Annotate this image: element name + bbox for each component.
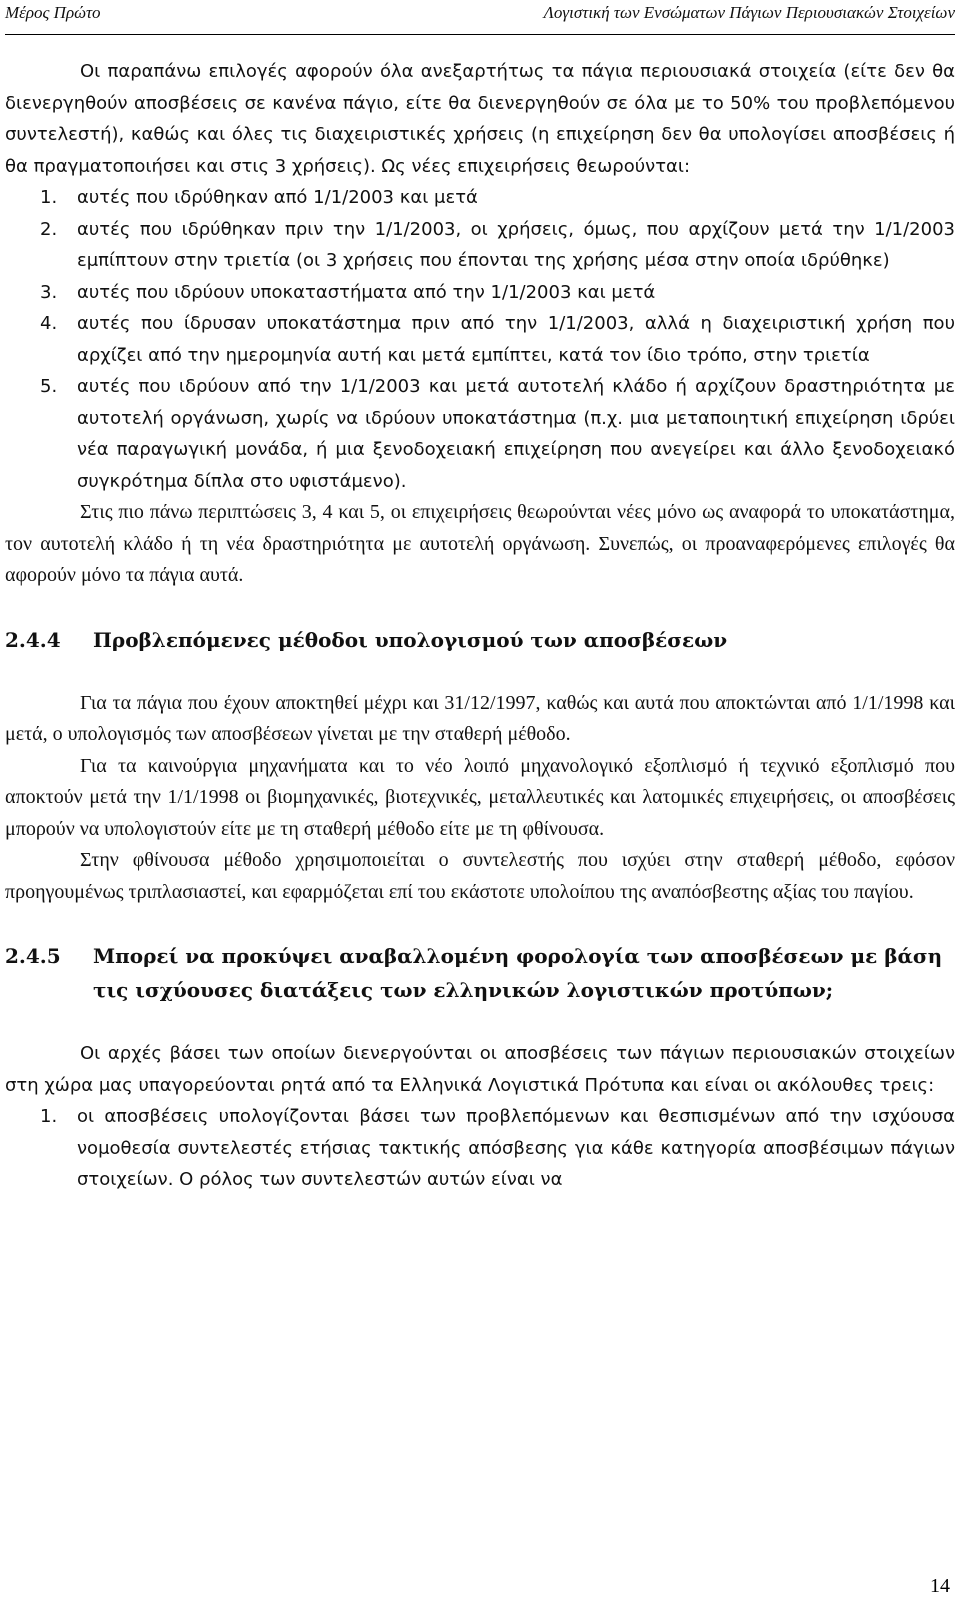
list-item: 5. αυτές που ιδρύουν από την 1/1/2003 και μετά αυτοτελή κλάδο ή αρχίζουν δραστηριότητα με αυτοτελή οργάνωση, χωρίς να ιδρύουν υποκατάστημα (π.χ. μια μεταποιητική επιχείρηση ιδρύει νέα παραγωγική μονάδα, ή μια ξενοδοχειακή επιχείρηση που ανεγείρει και άλλο ξενοδοχειακό συγκρότημα δίπλα στο υφιστάμενο). xyxy=(40,376,955,492)
section-245-paragraph: Οι αρχές βάσει των οποίων διενεργούνται οι αποσβέσεις των πάγιων περιουσιακών στοιχείων στη χώρα μας υπαγορεύονται ρητά από τα Ελληνικά Λογιστικά Πρότυπα και είναι οι ακόλουθες τρεις: xyxy=(5,1043,955,1096)
section-heading-2-4-4: 2.4.4 Προβλεπόμενες μέθοδοι υπολογισμού των αποσβέσεων xyxy=(5,627,728,652)
section-244-paragraph: Για τα πάγια που έχουν αποκτηθεί μέχρι και 31/12/1997, καθώς και αυτά που αποκτώνται από 1/1/1998 και μετά, ο υπολογισμός των αποσβέσεων γίνεται με την σταθερή μέθοδο. xyxy=(5,691,955,745)
list-item: 1. αυτές που ιδρύθηκαν από 1/1/2003 και μετά xyxy=(40,187,478,208)
header-chapter-title: Λογιστική των Ενσώματων Πάγιων Περιουσιακών Στοιχείων xyxy=(543,3,955,22)
section-244-paragraph: Για τα καινούργια μηχανήματα και το νέο λοιπό μηχανολογικό εξοπλισμό ή τεχνικό εξοπλισμό που αποκτούν μετά την 1/1/1998 οι βιομηχανικές, βιοτεχνικές, μεταλλευτικές και λατομικές επιχειρήσεις, οι αποσβέσεις μπορούν να υπολογιστούν είτε με τη σταθερή μέθοδο είτε με τη φθίνουσα. xyxy=(5,754,955,840)
new-businesses-list xyxy=(5,182,955,497)
page-header xyxy=(5,0,955,35)
list-item: 2. αυτές που ιδρύθηκαν πριν την 1/1/2003, οι χρήσεις, όμως, που αρχίζουν μετά την 1/1/2003 εμπίπτουν στην τριετία (οι 3 χρήσεις που έπονται της χρήσης μέσα στην οποία ιδρύθηκε) xyxy=(40,218,955,271)
page-number: 14 xyxy=(930,1575,950,1597)
header-part-title: Μέρος Πρώτο xyxy=(5,3,101,22)
list-item: 3. αυτές που ιδρύουν υποκαταστήματα από την 1/1/2003 και μετά xyxy=(40,281,656,303)
closing-paragraph: Στις πιο πάνω περιπτώσεις 3, 4 και 5, οι επιχειρήσεις θεωρούνται νέες μόνο ως αναφορά το υποκατάστημα, τον αυτοτελή κλάδο ή τη νέα δραστηριότητα με αυτοτελή οργάνωση. Συνεπώς, οι προαναφερόμενες επιλογές θα αφορούν μόνο τα πάγια αυτά. xyxy=(5,501,955,586)
list-item: 4. αυτές που ίδρυσαν υποκατάστημα πριν από την 1/1/2003, αλλά η διαχειριστική χρήση που αρχίζει από την ημερομηνία αυτή και μετά εμπίπτει, κατά τον ίδιο τρόπο, στην τριετία xyxy=(40,313,955,366)
list-item: 1. οι αποσβέσεις υπολογίζονται βάσει των προβλεπόμενων και θεσπισμένων από την ισχύουσα νομοθεσία συντελεστές ετήσιας τακτικής απόσβεσης για κάθε κατηγορία αποσβέσιμων πάγιων στοιχείων. Ο ρόλος των συντελεστών αυτών είναι να xyxy=(40,1106,955,1190)
page-body xyxy=(5,56,955,1196)
intro-paragraph: Οι παραπάνω επιλογές αφορούν όλα ανεξαρτήτως τα πάγια περιουσιακά στοιχεία (είτε δεν θα διενεργηθούν αποσβέσεις σε κανένα πάγιο, είτε θα διενεργηθούν σε όλα με το 50% του προβλεπόμενου συντελεστή), καθώς και όλες τις διαχειριστικές χρήσεις (η επιχείρηση δεν θα υπολογίσει αποσβέσεις ή θα πραγματοποιήσει και στις 3 χρήσεις). Ως νέες επιχειρήσεις θεωρούνται: xyxy=(5,61,955,177)
section-244-paragraph: Στην φθίνουσα μέθοδο χρησιμοποιείται ο συντελεστής που ισχύει στην σταθερή μέθοδο, εφόσον προηγουμένως τριπλασιαστεί, και εφαρμόζεται επί του εκάστοτε υπολοίπου της αναπόσβεστης αξίας του παγίου. xyxy=(5,849,955,903)
section-heading-2-4-5: 2.4.5 Μπορεί να προκύψει αναβαλλομένη φορολογία των αποσβέσεων με βάση τις ισχύουσες διατάξεις των ελληνικών λογιστικών προτύπων; xyxy=(5,944,943,1002)
principles-list xyxy=(5,1101,955,1196)
